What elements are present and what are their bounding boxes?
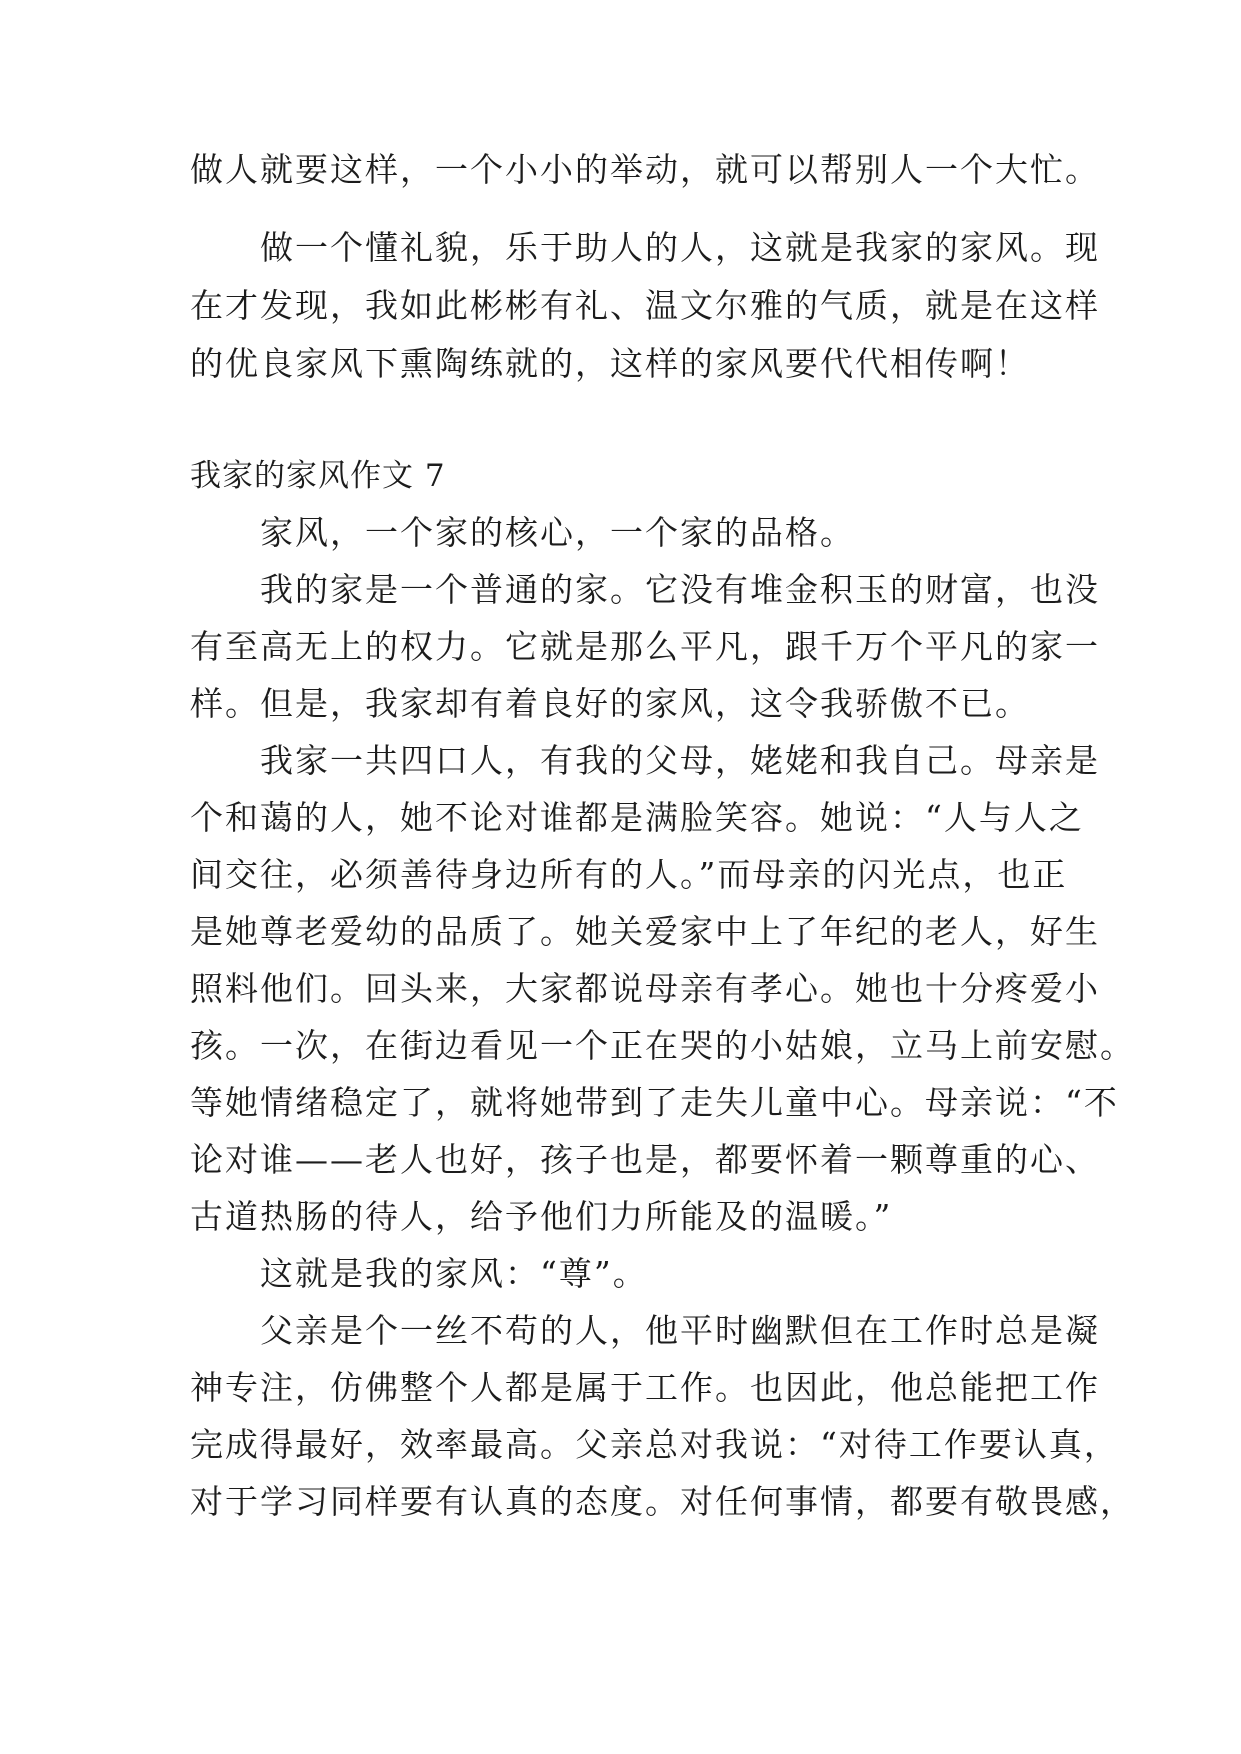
text-line-10: 我家一共四口人，有我的父母，姥姥和我自己。母亲是 bbox=[190, 741, 1100, 780]
text-line-16: 等她情绪稳定了，就将她带到了走失儿童中心。母亲说：“不 bbox=[190, 1083, 1119, 1122]
text-line-22: 完成得最好，效率最高。父亲总对我说：“对待工作要认真， bbox=[190, 1425, 1119, 1464]
text-line-17: 论对谁——老人也好，孩子也是，都要怀着一颗尊重的心、 bbox=[190, 1140, 1100, 1179]
text-line-1: 做人就要这样，一个小小的举动，就可以帮别人一个大忙。 bbox=[190, 150, 1100, 189]
text-line-21: 神专注，仿佛整个人都是属于工作。也因此，他总能把工作 bbox=[190, 1368, 1100, 1407]
section-heading: 我家的家风作文 7 bbox=[190, 458, 446, 494]
text-line-2: 做一个懂礼貌，乐于助人的人，这就是我家的家风。现 bbox=[190, 228, 1100, 267]
text-line-7: 我的家是一个普通的家。它没有堆金积玉的财富，也没 bbox=[190, 570, 1100, 609]
text-line-15: 孩。一次，在街边看见一个正在哭的小姑娘，立马上前安慰。 bbox=[190, 1026, 1135, 1065]
text-line-11: 个和蔼的人，她不论对谁都是满脸笑容。她说：“人与人之 bbox=[190, 798, 1084, 837]
text-line-23: 对于学习同样要有认真的态度。对任何事情，都要有敬畏感， bbox=[190, 1482, 1135, 1521]
text-line-12: 间交往，必须善待身边所有的人。”而母亲的闪光点，也正 bbox=[190, 855, 1068, 894]
text-line-14: 照料他们。回头来，大家都说母亲有孝心。她也十分疼爱小 bbox=[190, 969, 1100, 1008]
text-line-19: 这就是我的家风：“尊”。 bbox=[190, 1254, 648, 1293]
text-line-6: 家风，一个家的核心，一个家的品格。 bbox=[190, 513, 855, 552]
text-line-20: 父亲是个一丝不苟的人，他平时幽默但在工作时总是凝 bbox=[190, 1311, 1100, 1350]
text-line-9: 样。但是，我家却有着良好的家风，这令我骄傲不已。 bbox=[190, 684, 1030, 723]
text-line-8: 有至高无上的权力。它就是那么平凡，跟千万个平凡的家一 bbox=[190, 627, 1100, 666]
text-line-4: 的优良家风下熏陶练就的，这样的家风要代代相传啊！ bbox=[190, 344, 1030, 383]
text-line-18: 古道热肠的待人，给予他们力所能及的温暖。” bbox=[190, 1197, 893, 1236]
text-line-13: 是她尊老爱幼的品质了。她关爱家中上了年纪的老人，好生 bbox=[190, 912, 1100, 951]
text-line-3: 在才发现，我如此彬彬有礼、温文尔雅的气质，就是在这样 bbox=[190, 286, 1100, 325]
